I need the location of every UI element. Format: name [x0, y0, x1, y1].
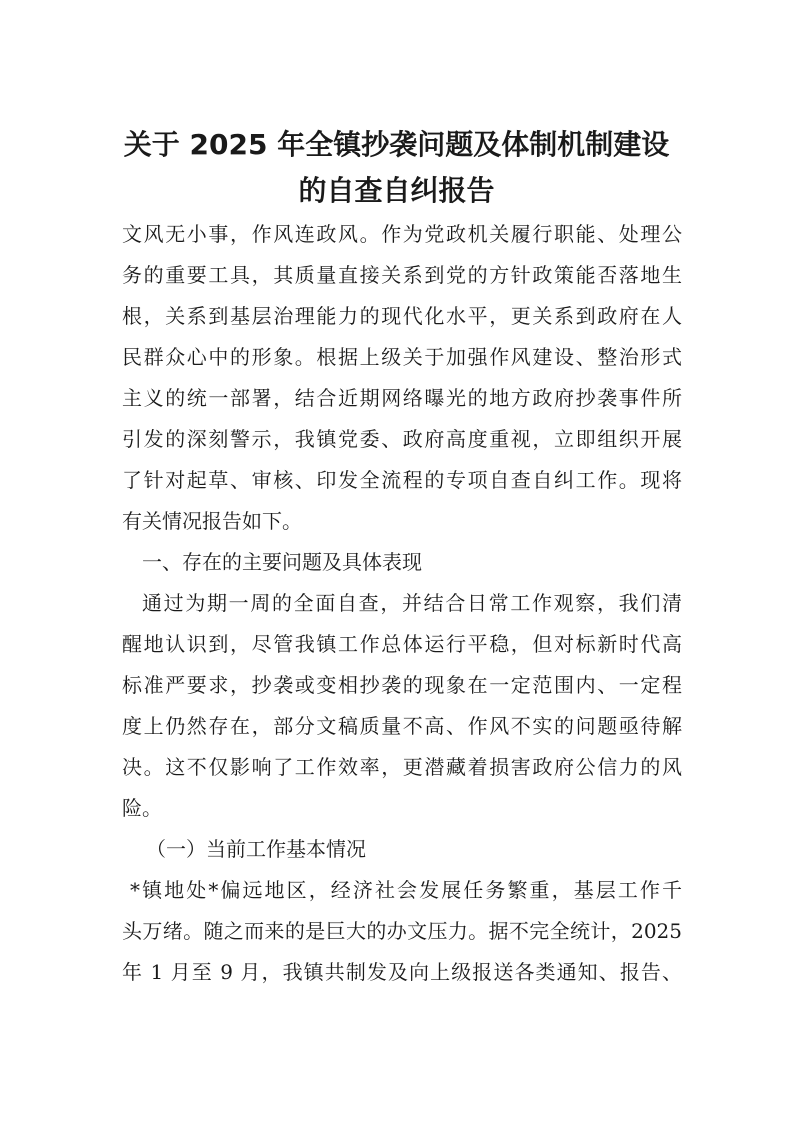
- body-line: 标准严要求，抄袭或变相抄袭的现象在一定范围内、一定程: [122, 673, 682, 697]
- body-line: 主义的统一部署，结合近期网络曝光的地方政府抄袭事件所: [122, 386, 682, 410]
- body-line: 文风无小事，作风连政风。作为党政机关履行职能、处理公: [122, 222, 682, 246]
- body-line: 民群众心中的形象。根据上级关于加强作风建设、整治形式: [122, 345, 682, 369]
- body-line: 决。这不仅影响了工作效率，更潜藏着损害政府公信力的风: [122, 755, 682, 779]
- body-line: 险。: [122, 796, 162, 820]
- body-line: 头万绪。随之而来的是巨大的办文压力。据不完全统计，2025: [122, 919, 682, 943]
- body-line: 度上仍然存在，部分文稿质量不高、作风不实的问题亟待解: [122, 714, 682, 738]
- document-title-line-2: 的自查自纠报告: [298, 174, 495, 207]
- body-line: 通过为期一周的全面自查，并结合日常工作观察，我们清: [142, 591, 682, 615]
- body-line: 务的重要工具，其质量直接关系到党的方针政策能否落地生: [122, 263, 682, 287]
- body-line: 根，关系到基层治理能力的现代化水平，更关系到政府在人: [122, 304, 682, 328]
- document-title-line-1: 关于 2025 年全镇抄袭问题及体制机制建设: [123, 128, 670, 161]
- body-line: *镇地处*偏远地区，经济社会发展任务繁重，基层工作千: [130, 878, 682, 902]
- section-heading: 一、存在的主要问题及具体表现: [142, 550, 422, 574]
- body-line: 引发的深刻警示，我镇党委、政府高度重视，立即组织开展: [122, 427, 682, 451]
- body-line: 了针对起草、审核、印发全流程的专项自查自纠工作。现将: [122, 468, 682, 492]
- body-line: 年 1 月至 9 月，我镇共制发及向上级报送各类通知、报告、: [122, 960, 682, 984]
- subsection-heading: （一）当前工作基本情况: [146, 837, 366, 861]
- body-line: 有关情况报告如下。: [122, 509, 302, 533]
- body-line: 醒地认识到，尽管我镇工作总体运行平稳，但对标新时代高: [122, 632, 682, 656]
